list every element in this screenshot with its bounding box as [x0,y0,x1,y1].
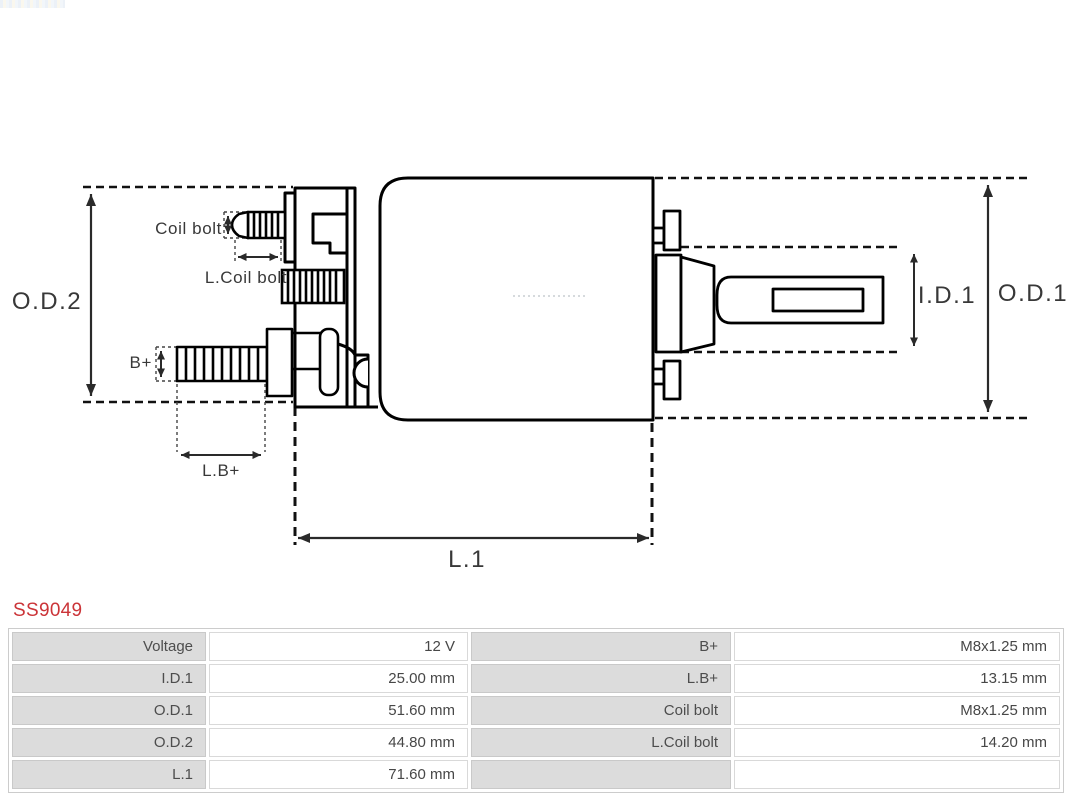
threaded-bushing [282,270,344,303]
spec-value-cell: M8x1.25 mm [734,696,1060,725]
dim-label-lb-plus: L.B+ [202,461,240,480]
spec-value-cell: 25.00 mm [209,664,468,693]
coil-bolt-stud [232,212,285,238]
dim-label-lcoil-bolt: L.Coil bolt [204,268,288,287]
construction-dotted-lines [156,212,281,452]
spec-value-cell: 12 V [209,632,468,661]
spec-value-cell: 13.15 mm [734,664,1060,693]
dim-label-od2: O.D.2 [11,288,83,315]
spec-label-cell: I.D.1 [12,664,206,693]
spec-label-cell: L.1 [12,760,206,789]
spec-label-cell: O.D.1 [12,696,206,725]
spec-value-cell: 14.20 mm [734,728,1060,757]
spec-label-cell: L.B+ [471,664,731,693]
spec-label-cell: B+ [471,632,731,661]
plunger-assembly [653,211,883,399]
dim-label-coil-bolt: Coil bolt [155,219,222,238]
spec-value-cell: M8x1.25 mm [734,632,1060,661]
spec-value-cell: 51.60 mm [209,696,468,725]
dim-label-b-plus: B+ [129,353,152,372]
spec-value-cell [734,760,1060,789]
spec-label-cell: L.Coil bolt [471,728,731,757]
dim-label-id1: I.D.1 [917,282,977,309]
spec-value-cell: 71.60 mm [209,760,468,789]
spec-table [8,628,1064,793]
spec-label-cell: Coil bolt [471,696,731,725]
spec-label-cell: Voltage [12,632,206,661]
spec-label-cell [471,760,731,789]
dim-label-l1: L.1 [448,546,486,573]
spec-label-cell: O.D.2 [12,728,206,757]
product-code: SS9049 [13,600,83,621]
spec-value-cell: 44.80 mm [209,728,468,757]
dim-label-od1: O.D.1 [997,280,1069,307]
solenoid-body [380,178,653,420]
